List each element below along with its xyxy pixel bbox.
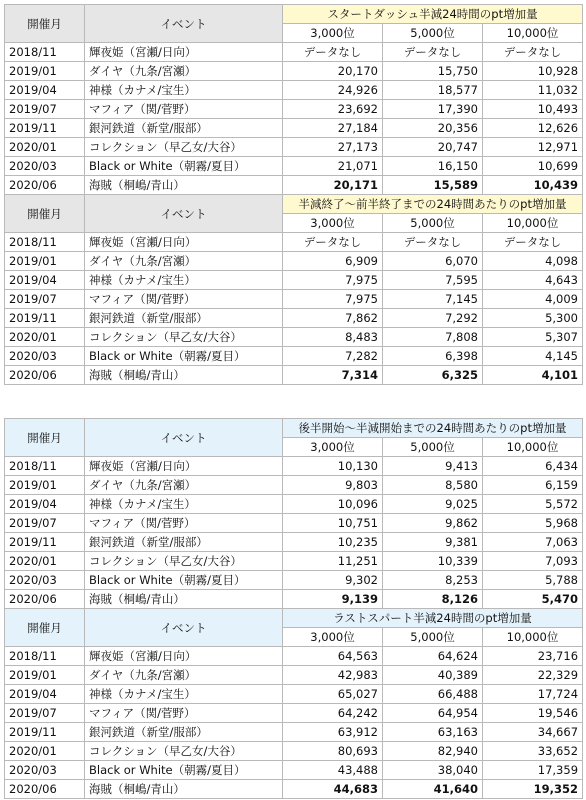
event-cell: 海賊（桐嶋/青山） xyxy=(85,176,283,195)
header-event: イベント xyxy=(85,195,283,233)
event-cell: Black or White（朝霧/夏目） xyxy=(85,157,283,176)
month-cell: 2020/06 xyxy=(5,366,85,385)
value-cell: 17,359 xyxy=(483,761,583,780)
table-row xyxy=(5,81,583,100)
value-cell: 63,163 xyxy=(383,723,483,742)
value-cell: 6,159 xyxy=(483,476,583,495)
value-cell: データなし xyxy=(483,233,583,252)
month-cell: 2020/03 xyxy=(5,157,85,176)
value-cell: 5,307 xyxy=(483,328,583,347)
rank-header: 3,000位 xyxy=(283,628,383,647)
header-event: イベント xyxy=(85,5,283,43)
value-cell: 10,928 xyxy=(483,62,583,81)
value-cell: 19,352 xyxy=(483,780,583,799)
value-cell: 9,862 xyxy=(383,514,483,533)
rank-header: 3,000位 xyxy=(283,24,383,43)
value-cell: 64,954 xyxy=(383,704,483,723)
table-start-dash xyxy=(4,4,583,195)
month-cell: 2018/11 xyxy=(5,647,85,666)
value-cell: 5,968 xyxy=(483,514,583,533)
value-cell: 8,253 xyxy=(383,571,483,590)
value-cell: 20,170 xyxy=(283,62,383,81)
table-row xyxy=(5,666,583,685)
value-cell: 12,626 xyxy=(483,119,583,138)
month-cell: 2020/01 xyxy=(5,328,85,347)
event-cell: ダイヤ（九条/宮瀬） xyxy=(85,62,283,81)
value-cell: 17,390 xyxy=(383,100,483,119)
value-cell: 6,909 xyxy=(283,252,383,271)
value-cell: 80,693 xyxy=(283,742,383,761)
month-cell: 2020/03 xyxy=(5,571,85,590)
event-cell: 銀河鉄道（新堂/服部） xyxy=(85,119,283,138)
table-title: スタートダッシュ半減24時間のpt増加量 xyxy=(283,5,583,24)
event-cell: マフィア（関/菅野） xyxy=(85,514,283,533)
event-cell: Black or White（朝霧/夏目） xyxy=(85,571,283,590)
value-cell: 44,683 xyxy=(283,780,383,799)
event-cell: マフィア（関/菅野） xyxy=(85,704,283,723)
value-cell: 20,171 xyxy=(283,176,383,195)
value-cell: 18,577 xyxy=(383,81,483,100)
value-cell: 4,145 xyxy=(483,347,583,366)
event-cell: 輝夜姫（宮瀬/日向） xyxy=(85,647,283,666)
month-cell: 2019/01 xyxy=(5,62,85,81)
rank-header: 10,000位 xyxy=(483,628,583,647)
event-cell: ダイヤ（九条/宮瀬） xyxy=(85,476,283,495)
value-cell: 82,940 xyxy=(383,742,483,761)
header-month: 開催月 xyxy=(5,5,85,43)
value-cell: 64,624 xyxy=(383,647,483,666)
value-cell: 9,381 xyxy=(383,533,483,552)
month-cell: 2019/04 xyxy=(5,495,85,514)
value-cell: 66,488 xyxy=(383,685,483,704)
table-row xyxy=(5,571,583,590)
event-cell: Black or White（朝霧/夏目） xyxy=(85,347,283,366)
value-cell: 7,975 xyxy=(283,271,383,290)
value-cell: 15,589 xyxy=(383,176,483,195)
value-cell: 10,339 xyxy=(383,552,483,571)
month-cell: 2019/07 xyxy=(5,514,85,533)
value-cell: 4,009 xyxy=(483,290,583,309)
value-cell: 19,546 xyxy=(483,704,583,723)
value-cell: 11,251 xyxy=(283,552,383,571)
value-cell: 12,971 xyxy=(483,138,583,157)
value-cell: 6,398 xyxy=(383,347,483,366)
table-row xyxy=(5,685,583,704)
rank-header: 5,000位 xyxy=(383,438,483,457)
table-last-spurt xyxy=(4,608,583,799)
value-cell: 9,139 xyxy=(283,590,383,609)
value-cell: 7,063 xyxy=(483,533,583,552)
header-month: 開催月 xyxy=(5,195,85,233)
month-cell: 2020/06 xyxy=(5,590,85,609)
value-cell: 27,184 xyxy=(283,119,383,138)
value-cell: 10,235 xyxy=(283,533,383,552)
month-cell: 2019/01 xyxy=(5,476,85,495)
value-cell: データなし xyxy=(383,43,483,62)
month-cell: 2020/01 xyxy=(5,552,85,571)
table-title: 後半開始～半減開始までの24時間あたりのpt増加量 xyxy=(283,419,583,438)
month-cell: 2019/11 xyxy=(5,533,85,552)
event-cell: 海賊（桐嶋/青山） xyxy=(85,590,283,609)
month-cell: 2019/07 xyxy=(5,290,85,309)
month-cell: 2019/07 xyxy=(5,100,85,119)
value-cell: 6,070 xyxy=(383,252,483,271)
event-cell: ダイヤ（九条/宮瀬） xyxy=(85,252,283,271)
value-cell: 7,595 xyxy=(383,271,483,290)
table-title: 半減終了～前半終了までの24時間あたりのpt増加量 xyxy=(283,195,583,214)
value-cell: データなし xyxy=(283,43,383,62)
value-cell: データなし xyxy=(483,43,583,62)
value-cell: 7,145 xyxy=(383,290,483,309)
value-cell: 8,126 xyxy=(383,590,483,609)
event-cell: 輝夜姫（宮瀬/日向） xyxy=(85,43,283,62)
value-cell: 4,643 xyxy=(483,271,583,290)
month-cell: 2019/07 xyxy=(5,704,85,723)
event-cell: マフィア（関/菅野） xyxy=(85,290,283,309)
rank-header: 5,000位 xyxy=(383,24,483,43)
value-cell: 7,975 xyxy=(283,290,383,309)
value-cell: 22,329 xyxy=(483,666,583,685)
value-cell: 10,096 xyxy=(283,495,383,514)
table-row xyxy=(5,157,583,176)
month-cell: 2019/11 xyxy=(5,119,85,138)
month-cell: 2019/01 xyxy=(5,252,85,271)
value-cell: データなし xyxy=(283,233,383,252)
value-cell: 9,413 xyxy=(383,457,483,476)
rank-header: 5,000位 xyxy=(383,628,483,647)
event-cell: 銀河鉄道（新堂/服部） xyxy=(85,723,283,742)
value-cell: 6,434 xyxy=(483,457,583,476)
table-row xyxy=(5,495,583,514)
table-row xyxy=(5,552,583,571)
table-second-half-start xyxy=(4,418,583,609)
table-after-half xyxy=(4,194,583,385)
table-title: ラストスパート半減24時間のpt増加量 xyxy=(283,609,583,628)
month-cell: 2020/01 xyxy=(5,138,85,157)
header-month: 開催月 xyxy=(5,609,85,647)
table-row xyxy=(5,43,583,62)
table-row xyxy=(5,252,583,271)
value-cell: 5,788 xyxy=(483,571,583,590)
event-cell: 輝夜姫（宮瀬/日向） xyxy=(85,457,283,476)
value-cell: 20,747 xyxy=(383,138,483,157)
value-cell: 5,572 xyxy=(483,495,583,514)
value-cell: 43,488 xyxy=(283,761,383,780)
rank-header: 10,000位 xyxy=(483,214,583,233)
value-cell: 7,292 xyxy=(383,309,483,328)
month-cell: 2019/01 xyxy=(5,666,85,685)
table-row xyxy=(5,233,583,252)
value-cell: 23,692 xyxy=(283,100,383,119)
event-cell: マフィア（関/菅野） xyxy=(85,100,283,119)
value-cell: 10,493 xyxy=(483,100,583,119)
value-cell: 10,751 xyxy=(283,514,383,533)
month-cell: 2018/11 xyxy=(5,233,85,252)
value-cell: 11,032 xyxy=(483,81,583,100)
table-row xyxy=(5,723,583,742)
value-cell: 10,699 xyxy=(483,157,583,176)
table-row xyxy=(5,347,583,366)
value-cell: 4,101 xyxy=(483,366,583,385)
event-cell: 海賊（桐嶋/青山） xyxy=(85,366,283,385)
event-cell: 神様（カナメ/宝生） xyxy=(85,271,283,290)
value-cell: データなし xyxy=(383,233,483,252)
value-cell: 24,926 xyxy=(283,81,383,100)
rank-header: 3,000位 xyxy=(283,214,383,233)
value-cell: 42,983 xyxy=(283,666,383,685)
table-row xyxy=(5,271,583,290)
month-cell: 2020/03 xyxy=(5,761,85,780)
table-row xyxy=(5,309,583,328)
value-cell: 8,580 xyxy=(383,476,483,495)
value-cell: 10,439 xyxy=(483,176,583,195)
event-cell: 銀河鉄道（新堂/服部） xyxy=(85,309,283,328)
table-row xyxy=(5,138,583,157)
event-cell: 海賊（桐嶋/青山） xyxy=(85,780,283,799)
table-row xyxy=(5,100,583,119)
rank-header: 10,000位 xyxy=(483,438,583,457)
rank-header: 10,000位 xyxy=(483,24,583,43)
value-cell: 41,640 xyxy=(383,780,483,799)
header-month: 開催月 xyxy=(5,419,85,457)
table-row xyxy=(5,647,583,666)
event-cell: コレクション（早乙女/大谷） xyxy=(85,552,283,571)
value-cell: 5,470 xyxy=(483,590,583,609)
event-cell: Black or White（朝霧/夏目） xyxy=(85,761,283,780)
month-cell: 2019/04 xyxy=(5,81,85,100)
value-cell: 34,667 xyxy=(483,723,583,742)
table-row xyxy=(5,328,583,347)
header-event: イベント xyxy=(85,419,283,457)
rank-header: 5,000位 xyxy=(383,214,483,233)
value-cell: 64,242 xyxy=(283,704,383,723)
table-row xyxy=(5,290,583,309)
month-cell: 2020/06 xyxy=(5,176,85,195)
value-cell: 23,716 xyxy=(483,647,583,666)
table-row xyxy=(5,780,583,799)
value-cell: 9,025 xyxy=(383,495,483,514)
table-row xyxy=(5,476,583,495)
value-cell: 7,093 xyxy=(483,552,583,571)
month-cell: 2020/01 xyxy=(5,742,85,761)
table-row xyxy=(5,176,583,195)
value-cell: 9,302 xyxy=(283,571,383,590)
month-cell: 2018/11 xyxy=(5,43,85,62)
month-cell: 2020/03 xyxy=(5,347,85,366)
month-cell: 2019/11 xyxy=(5,309,85,328)
value-cell: 7,314 xyxy=(283,366,383,385)
value-cell: 7,862 xyxy=(283,309,383,328)
header-event: イベント xyxy=(85,609,283,647)
value-cell: 21,071 xyxy=(283,157,383,176)
value-cell: 9,803 xyxy=(283,476,383,495)
rank-header: 3,000位 xyxy=(283,438,383,457)
value-cell: 33,652 xyxy=(483,742,583,761)
event-cell: 神様（カナメ/宝生） xyxy=(85,81,283,100)
event-cell: ダイヤ（九条/宮瀬） xyxy=(85,666,283,685)
month-cell: 2018/11 xyxy=(5,457,85,476)
value-cell: 20,356 xyxy=(383,119,483,138)
value-cell: 6,325 xyxy=(383,366,483,385)
table-row xyxy=(5,761,583,780)
month-cell: 2019/04 xyxy=(5,271,85,290)
event-cell: コレクション（早乙女/大谷） xyxy=(85,742,283,761)
event-cell: 銀河鉄道（新堂/服部） xyxy=(85,533,283,552)
table-row xyxy=(5,533,583,552)
month-cell: 2019/04 xyxy=(5,685,85,704)
event-cell: コレクション（早乙女/大谷） xyxy=(85,138,283,157)
value-cell: 7,808 xyxy=(383,328,483,347)
table-row xyxy=(5,62,583,81)
value-cell: 7,282 xyxy=(283,347,383,366)
value-cell: 10,130 xyxy=(283,457,383,476)
value-cell: 15,750 xyxy=(383,62,483,81)
value-cell: 27,173 xyxy=(283,138,383,157)
value-cell: 63,912 xyxy=(283,723,383,742)
table-row xyxy=(5,366,583,385)
event-cell: 輝夜姫（宮瀬/日向） xyxy=(85,233,283,252)
event-cell: 神様（カナメ/宝生） xyxy=(85,685,283,704)
value-cell: 65,027 xyxy=(283,685,383,704)
value-cell: 38,040 xyxy=(383,761,483,780)
month-cell: 2020/06 xyxy=(5,780,85,799)
value-cell: 16,150 xyxy=(383,157,483,176)
table-row xyxy=(5,119,583,138)
value-cell: 5,300 xyxy=(483,309,583,328)
table-row xyxy=(5,704,583,723)
event-cell: コレクション（早乙女/大谷） xyxy=(85,328,283,347)
table-row xyxy=(5,514,583,533)
event-cell: 神様（カナメ/宝生） xyxy=(85,495,283,514)
value-cell: 8,483 xyxy=(283,328,383,347)
value-cell: 4,098 xyxy=(483,252,583,271)
value-cell: 64,563 xyxy=(283,647,383,666)
value-cell: 17,724 xyxy=(483,685,583,704)
month-cell: 2019/11 xyxy=(5,723,85,742)
table-row xyxy=(5,590,583,609)
table-row xyxy=(5,742,583,761)
table-row xyxy=(5,457,583,476)
value-cell: 40,389 xyxy=(383,666,483,685)
